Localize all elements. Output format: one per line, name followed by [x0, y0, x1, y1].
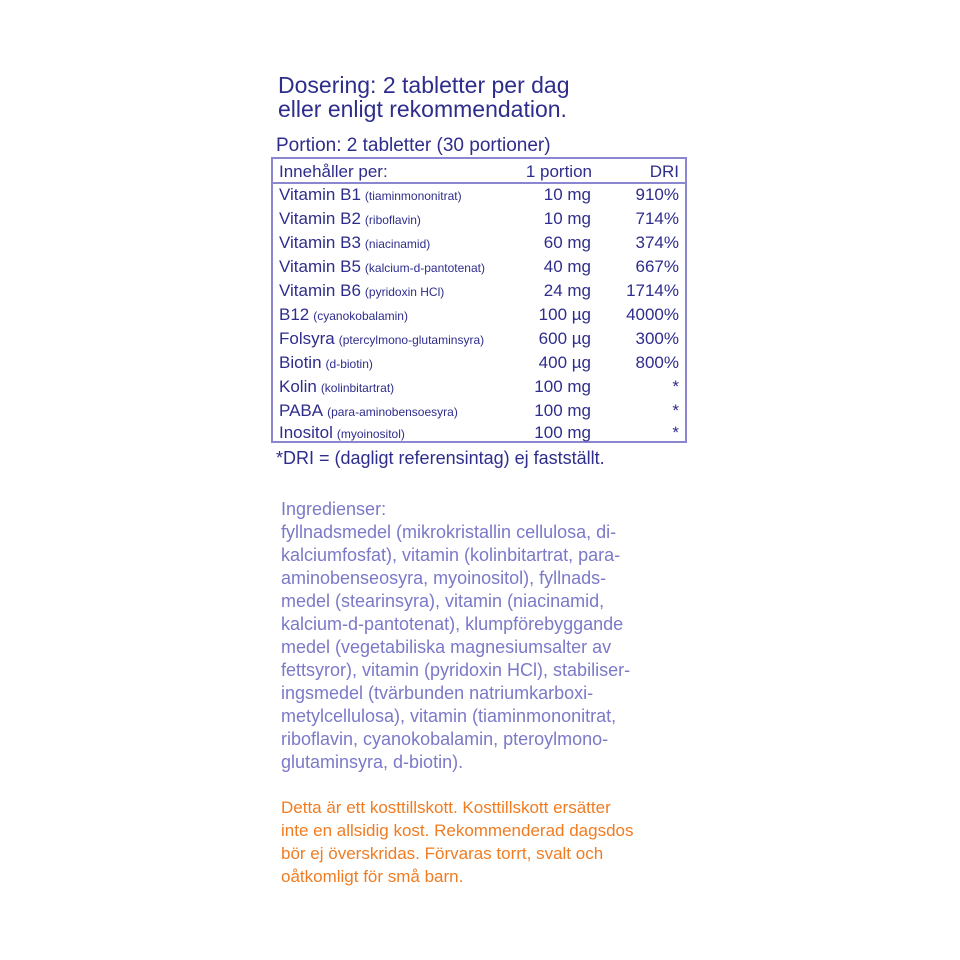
nutrient-dri: 300% [635, 329, 679, 348]
ingredients-line: medel (stearinsyra), vitamin (niacinamid, [281, 591, 605, 611]
ingredients-line: glutaminsyra, d-biotin). [281, 752, 464, 772]
nutrient-dri: 910% [635, 185, 679, 204]
header-dri: DRI [649, 162, 679, 181]
table-row [273, 351, 685, 375]
nutrient-dri: * [672, 377, 679, 396]
table-row [273, 375, 685, 399]
nutrient-amount: 100 mg [534, 377, 591, 396]
ingredients-line: riboflavin, cyanokobalamin, pteroylmono- [281, 729, 609, 749]
nutrient-form: (cyanokobalamin) [313, 309, 408, 323]
nutrient-name: Vitamin B2 (riboflavin) [279, 209, 421, 228]
nutrient-name: Inositol (myoinositol) [279, 423, 405, 442]
dosage-instructions [278, 73, 698, 121]
supplement-warning [281, 796, 701, 888]
nutrient-form: (pyridoxin HCl) [364, 285, 445, 299]
dosage-line-1: Dosering: 2 tabletter per dag [278, 72, 570, 98]
warning-line: oåtkomligt för små barn. [281, 867, 464, 886]
ingredients-line: aminobenseosyra, myoinositol), fyllnads- [281, 568, 607, 588]
ingredients-line: medel (vegetabiliska magnesiumsalter av [281, 637, 612, 657]
nutrient-amount: 600 µg [538, 329, 591, 348]
warning-line: inte en allsidig kost. Rekommenderad dagsdos [281, 821, 634, 840]
nutrient-form: (kalcium-d-pantotenat) [364, 261, 485, 275]
nutrient-form: (kolinbitartrat) [320, 381, 395, 395]
table-header-row [273, 161, 685, 184]
header-content-per: Innehåller per: [279, 162, 388, 181]
ingredients-section [281, 498, 701, 774]
nutrient-amount: 100 mg [534, 423, 591, 442]
nutrient-form: (niacinamid) [364, 237, 431, 251]
nutrient-dri: 667% [635, 257, 679, 276]
nutrient-name: Kolin (kolinbitartrat) [279, 377, 395, 396]
nutrient-name: Vitamin B6 (pyridoxin HCl) [279, 281, 445, 300]
nutrient-name: Biotin (d-biotin) [279, 353, 373, 372]
nutrient-amount: 60 mg [543, 233, 591, 252]
nutrient-dri: 4000% [626, 305, 679, 324]
nutrient-form: (riboflavin) [364, 213, 421, 227]
portion-info: Portion: 2 tabletter (30 portioner) [276, 135, 551, 156]
nutrient-amount: 40 mg [543, 257, 591, 276]
nutrient-amount: 100 µg [538, 305, 591, 324]
nutrient-name: Folsyra (ptercylmono-glutaminsyra) [279, 329, 485, 348]
nutrient-name: Vitamin B5 (kalcium-d-pantotenat) [279, 257, 485, 276]
nutrient-amount: 400 µg [538, 353, 591, 372]
nutrient-amount: 10 mg [543, 185, 591, 204]
header-portion: 1 portion [525, 162, 592, 181]
warning-line: Detta är ett kosttillskott. Kosttillskott ersätter [281, 798, 611, 817]
nutrient-amount: 24 mg [543, 281, 591, 300]
nutrient-dri: * [672, 401, 679, 420]
nutrient-name: B12 (cyanokobalamin) [279, 305, 408, 324]
nutrient-form: (ptercylmono-glutaminsyra) [338, 333, 485, 347]
nutrient-name: PABA (para-aminobensoesyra) [279, 401, 458, 420]
warning-line: bör ej överskridas. Förvaras torrt, svalt och [281, 844, 604, 863]
nutrient-form: (myoinositol) [336, 427, 405, 441]
table-row [273, 207, 685, 231]
nutrient-amount: 10 mg [543, 209, 591, 228]
table-row [273, 327, 685, 351]
nutrition-table [271, 157, 687, 443]
ingredients-line: kalciumfosfat), vitamin (kolinbitartrat, para- [281, 545, 621, 565]
table-row [273, 183, 685, 207]
nutrient-amount: 100 mg [534, 401, 591, 420]
nutrient-dri: 714% [635, 209, 679, 228]
nutrient-dri: 374% [635, 233, 679, 252]
nutrient-name: Vitamin B3 (niacinamid) [279, 233, 431, 252]
dosage-line-2: eller enligt rekommendation. [278, 96, 567, 122]
ingredients-line: kalcium-d-pantotenat), klumpförebyggande [281, 614, 624, 634]
nutrient-form: (para-aminobensoesyra) [327, 405, 458, 419]
table-row [273, 303, 685, 327]
ingredients-line: metylcellulosa), vitamin (tiaminmononitrat, [281, 706, 617, 726]
dri-footnote: *DRI = (dagligt referensintag) ej fastställt. [276, 448, 605, 468]
ingredients-line: ingsmedel (tvärbunden natriumkarboxi- [281, 683, 594, 703]
nutrient-form: (tiaminmononitrat) [364, 189, 462, 203]
table-row [273, 279, 685, 303]
ingredients-line: fettsyror), vitamin (pyridoxin HCl), stabiliser- [281, 660, 631, 680]
table-row [273, 399, 685, 423]
nutrient-name: Vitamin B1 (tiaminmononitrat) [279, 185, 462, 204]
table-row [273, 255, 685, 279]
table-row [273, 421, 685, 445]
nutrient-dri: * [672, 423, 679, 442]
nutrient-dri: 800% [635, 353, 679, 372]
ingredients-line: fyllnadsmedel (mikrokristallin cellulosa, di- [281, 522, 617, 542]
nutrient-form: (d-biotin) [325, 357, 373, 371]
table-row [273, 231, 685, 255]
nutrient-dri: 1714% [626, 281, 679, 300]
ingredients-heading: Ingredienser: [281, 499, 387, 519]
